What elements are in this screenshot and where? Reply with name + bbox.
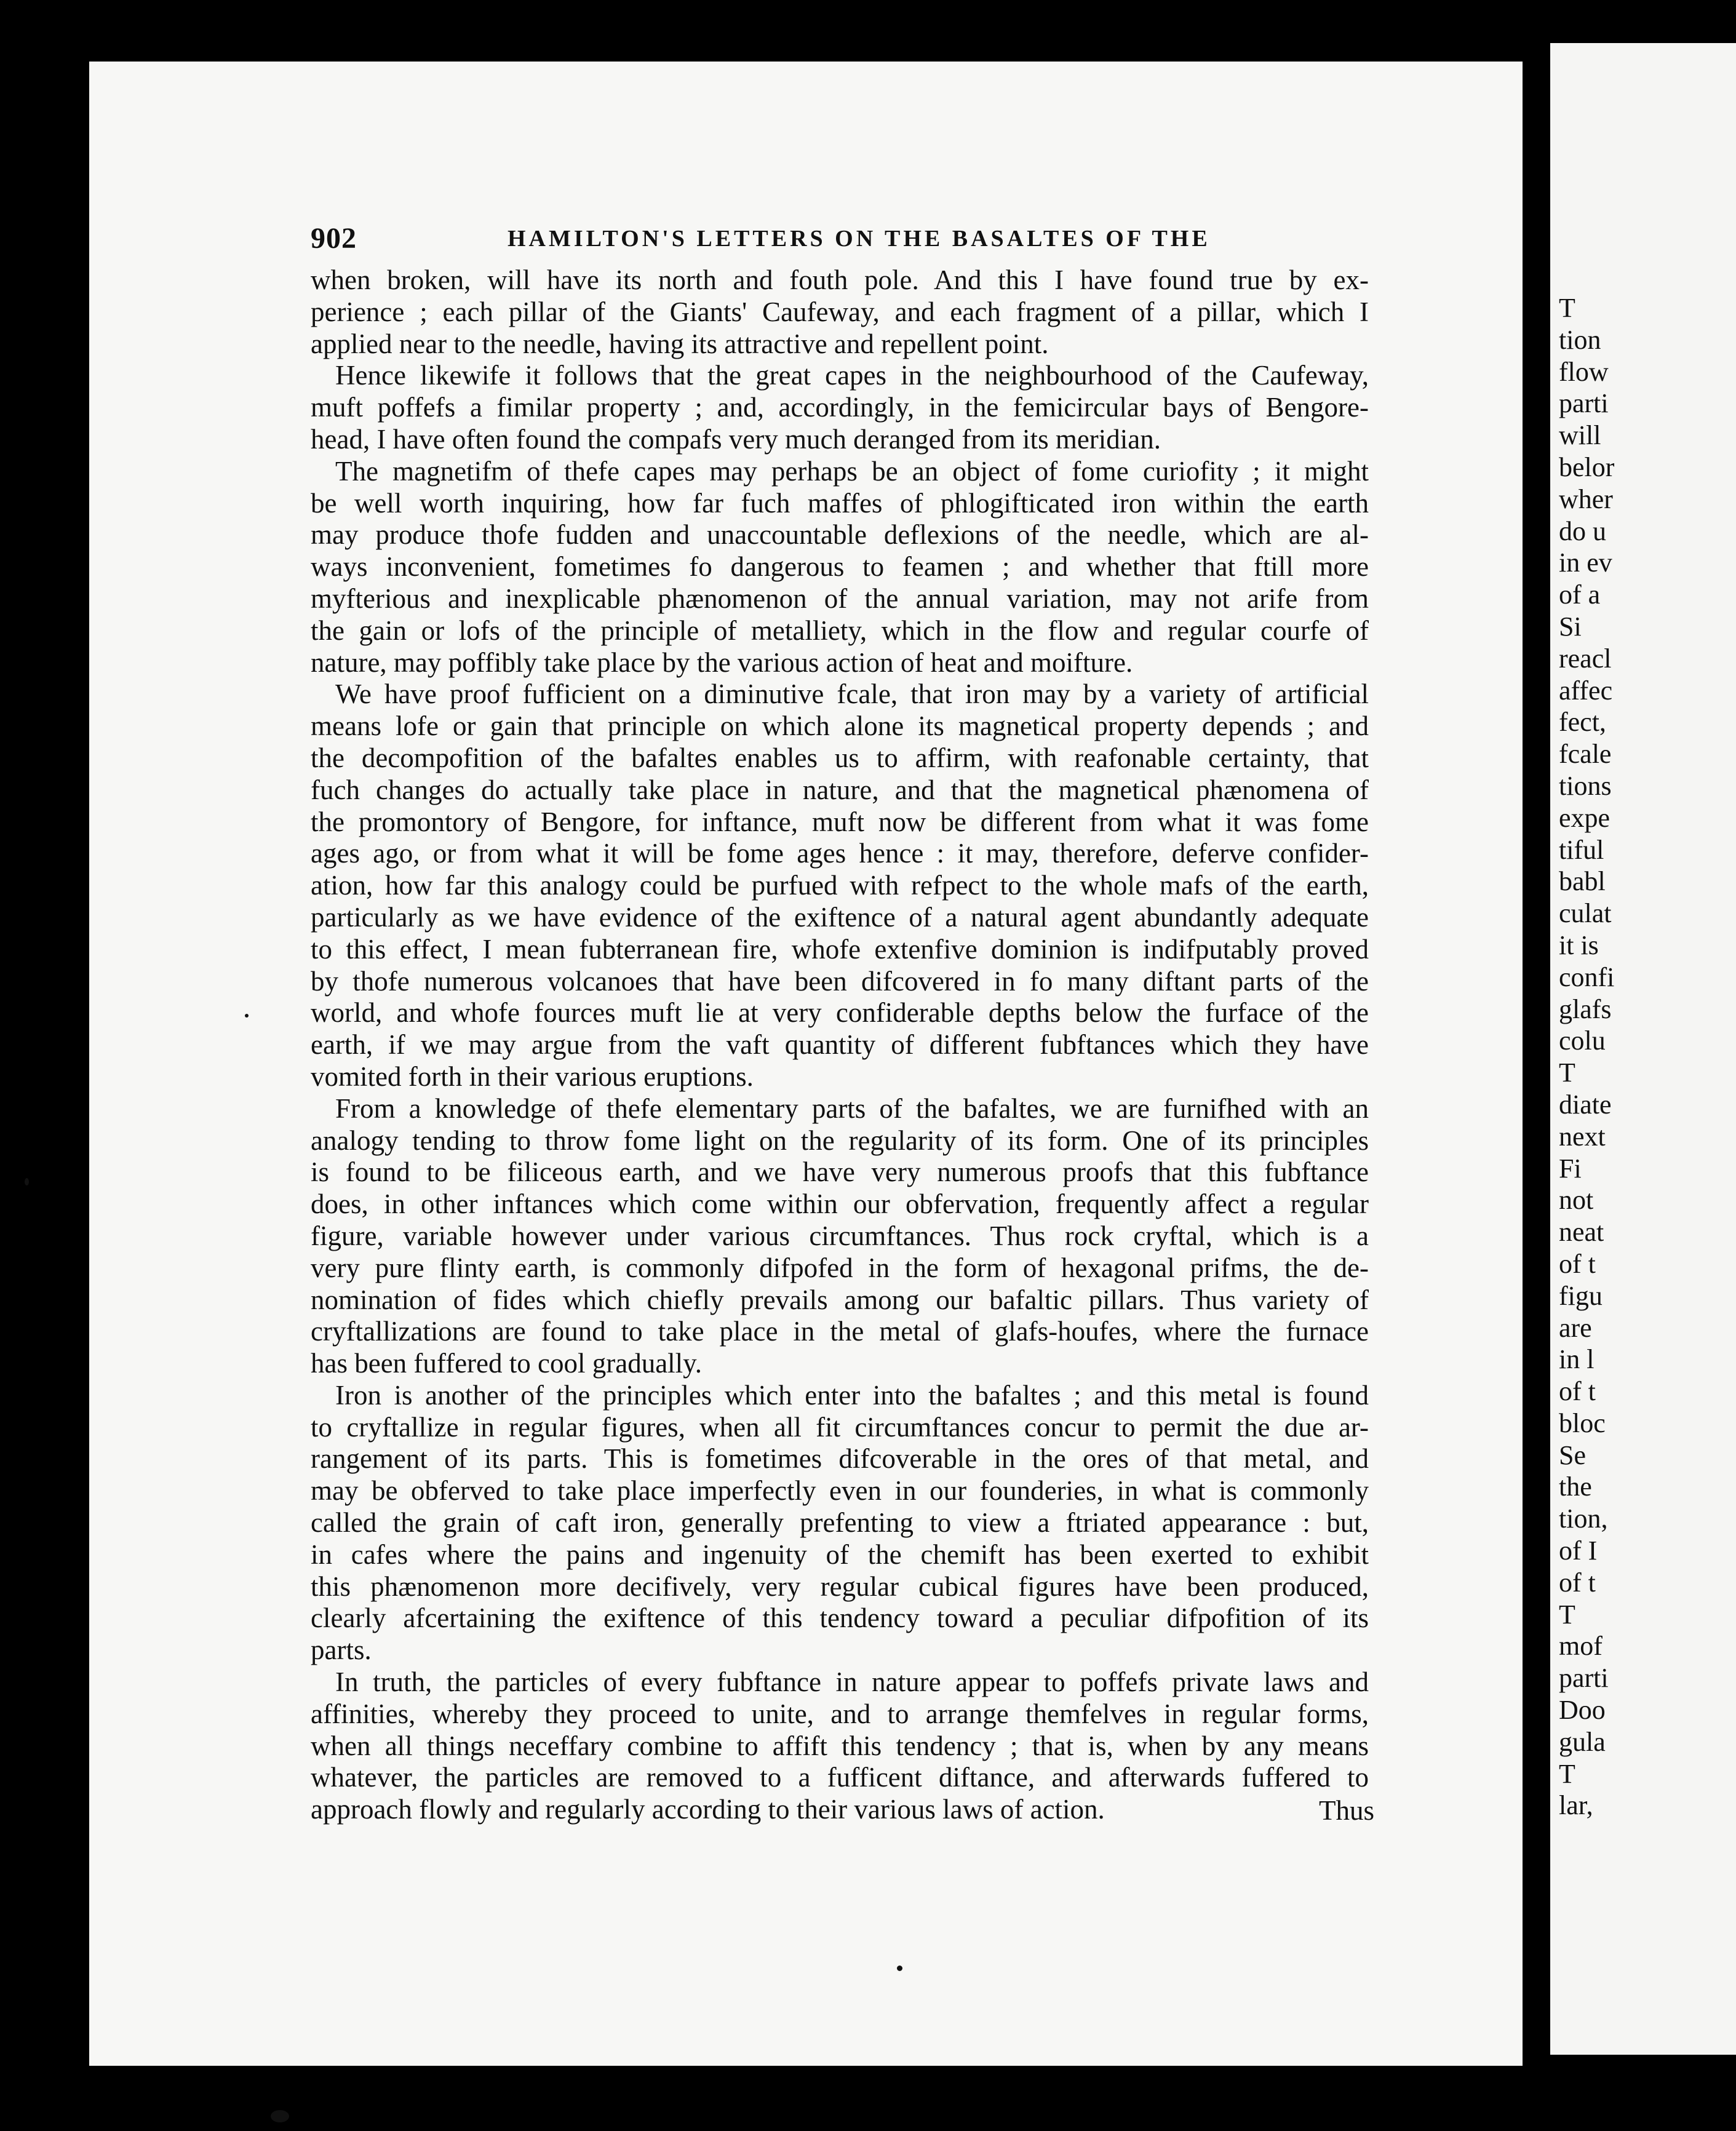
facing-page-line: next xyxy=(1559,1121,1606,1152)
facing-page-line: parti xyxy=(1559,1663,1609,1694)
text-line: earth, if we may argue from the vaft quantity of different fubftances which they have xyxy=(311,1029,1369,1061)
text-line: muft poffefs a fimilar property ; and, accordingly, in the femicircular bays of Bengore- xyxy=(311,392,1369,423)
facing-page-line: glafs xyxy=(1559,994,1612,1024)
text-line: when broken, will have its north and fouth pole. And this I have found true by ex- xyxy=(311,265,1369,295)
text-line: be well worth inquiring, how far fuch maffes of phlogifticated iron within the earth xyxy=(311,487,1369,519)
text-line: very pure flinty earth, is commonly difpofed in the form of hexagonal prifms, the de- xyxy=(311,1252,1369,1283)
facing-page-line: flow xyxy=(1559,356,1609,387)
text-line: parts. xyxy=(311,1635,372,1666)
running-title: HAMILTON'S LETTERS ON THE BASALTES OF THE xyxy=(508,226,1211,252)
text-line: may be obferved to take place imperfectly even in our founderies, in what is commonly xyxy=(311,1475,1369,1507)
text-line: the decompofition of the bafaltes enables us to affirm, with reafonable certainty, that xyxy=(311,742,1369,773)
paragraph xyxy=(311,265,1369,360)
text-line: this phænomenon more decifively, very regular cubical figures have been produced, xyxy=(311,1571,1369,1602)
text-line: We have proof fufficient on a diminutive fcale, that iron may by a variety of artificial xyxy=(335,679,1369,710)
text-line: the gain or lofs of the principle of metalliety, which in the flow and regular courfe of xyxy=(311,615,1369,646)
book-gutter xyxy=(1523,62,1547,2066)
facing-page-line: lar, xyxy=(1559,1790,1593,1821)
facing-page-line: wher xyxy=(1559,484,1613,514)
text-line: In truth, the particles of every fubftance in nature appear to poffefs private laws and xyxy=(335,1667,1369,1698)
text-line: when all things neceffary combine to affift this tendency ; that is, when by any means xyxy=(311,1730,1369,1761)
text-line: to this effect, I mean fubterranean fire, whofe extenfive dominion is indifputably proved xyxy=(311,933,1369,965)
text-line: may produce thofe fudden and unaccountable deflexions of the needle, which are al- xyxy=(311,519,1369,551)
facing-page-line: diate xyxy=(1559,1089,1612,1120)
facing-page-line: reacl xyxy=(1559,643,1612,674)
text-line: by thofe numerous volcanoes that have been difcovered in fo many diftant parts of the xyxy=(311,965,1369,997)
facing-page-line: tion xyxy=(1559,324,1601,355)
text-line: applied near to the needle, having its attractive and repellent point. xyxy=(311,328,1049,359)
body-text xyxy=(311,265,1369,1826)
text-line: world, and whofe fources muft lie at very confiderable depths below the furface of the xyxy=(311,997,1369,1029)
facing-page-line: of t xyxy=(1559,1248,1596,1279)
facing-page-line: T xyxy=(1559,293,1575,323)
catchword: Thus xyxy=(1319,1795,1374,1826)
text-line: cryftallizations are found to take place in the metal of glafs-houfes, where the furnace xyxy=(311,1316,1369,1347)
text-line: fuch changes do actually take place in nature, and that the magnetical phænomena of xyxy=(311,774,1369,805)
text-line: analogy tending to throw fome light on the regularity of its form. One of its principles xyxy=(311,1125,1369,1156)
text-line: rangement of its parts. This is fometimes difcoverable in the ores of that metal, and xyxy=(311,1443,1369,1475)
facing-page-line: it is xyxy=(1559,930,1599,960)
ink-speck xyxy=(25,1178,29,1185)
facing-page-line: gula xyxy=(1559,1726,1606,1757)
facing-page-line: not xyxy=(1559,1185,1594,1216)
facing-page-line: culat xyxy=(1559,898,1612,929)
facing-page-fragments xyxy=(1559,292,1614,1822)
facing-page-line: of t xyxy=(1559,1567,1596,1598)
facing-page-line: of t xyxy=(1559,1376,1596,1407)
text-line: whatever, the particles are removed to a fufficent diftance, and afterwards fuffered to xyxy=(311,1762,1369,1793)
facing-page-line: the xyxy=(1559,1472,1592,1502)
facing-page-line: Fi xyxy=(1559,1153,1582,1184)
text-line: The magnetifm of thefe capes may perhaps be an object of fome curiofity ; it might xyxy=(335,455,1369,487)
paragraph xyxy=(311,1380,1369,1667)
facing-page-line: bloc xyxy=(1559,1408,1606,1438)
facing-page xyxy=(1550,43,1736,2055)
ink-speck xyxy=(271,2110,289,2122)
text-line: ways inconvenient, fometimes fo dangerous to feamen ; and whether that ftill more xyxy=(311,551,1369,583)
text-line: vomited forth in their various eruptions. xyxy=(311,1061,754,1092)
text-line: called the grain of caft iron, generally prefenting to view a ftriated appearance : but, xyxy=(311,1507,1369,1539)
facing-page-line: expe xyxy=(1559,802,1611,833)
paragraph xyxy=(311,1093,1369,1380)
facing-page-line: affec xyxy=(1559,675,1613,706)
facing-page-line: tions xyxy=(1559,770,1612,801)
text-line: ation, how far this analogy could be purfued with refpect to the whole mafs of the earth, xyxy=(311,870,1369,901)
text-line: approach flowly and regularly according to their various laws of action. xyxy=(311,1794,1105,1825)
facing-page-line: Se xyxy=(1559,1440,1586,1470)
facing-page-line: fect, xyxy=(1559,707,1606,738)
text-line: the promontory of Bengore, for inftance, muft now be different from what it was fome xyxy=(311,806,1369,837)
facing-page-line: do u xyxy=(1559,516,1606,546)
page-number: 902 xyxy=(311,222,357,255)
facing-page-line: parti xyxy=(1559,388,1609,419)
facing-page-line: of I xyxy=(1559,1536,1598,1566)
paragraph xyxy=(311,456,1369,679)
facing-page-line: fcale xyxy=(1559,739,1612,770)
facing-page-line: T xyxy=(1559,1758,1575,1789)
facing-page-line: Doo xyxy=(1559,1695,1606,1726)
facing-page-line: mof xyxy=(1559,1631,1603,1662)
facing-page-line: Si xyxy=(1559,611,1582,642)
facing-page-line: are xyxy=(1559,1312,1592,1343)
paragraph xyxy=(311,679,1369,1093)
text-line: clearly afcertaining the exiftence of this tendency toward a peculiar difpofition of its xyxy=(311,1603,1369,1634)
text-line: does, in other inftances which come within our obfervation, frequently affect a regular xyxy=(311,1189,1369,1220)
facing-page-line: tion, xyxy=(1559,1504,1608,1534)
facing-page-line: of a xyxy=(1559,580,1601,610)
facing-page-line: confi xyxy=(1559,962,1615,992)
facing-page-line: in l xyxy=(1559,1344,1595,1375)
paragraph xyxy=(311,1667,1369,1826)
text-line: From a knowledge of thefe elementary parts of the bafaltes, we are furnifhed with an xyxy=(335,1093,1369,1124)
facing-page-line: colu xyxy=(1559,1026,1606,1056)
facing-page-line: neat xyxy=(1559,1217,1604,1248)
text-line: in cafes where the pains and ingenuity of the chemift has been exerted to exhibit xyxy=(311,1539,1369,1570)
text-line: ages ago, or from what it will be fome ages hence : it may, therefore, deferve confider- xyxy=(311,838,1369,869)
text-line: Iron is another of the principles which enter into the bafaltes ; and this metal is found xyxy=(335,1379,1369,1411)
text-line: myfterious and inexplicable phænomenon of the annual variation, may not arife from xyxy=(311,583,1369,614)
text-line: Hence likewife it follows that the great capes in the neighbourhood of the Caufeway, xyxy=(335,360,1369,391)
facing-page-line: tiful xyxy=(1559,834,1604,865)
ink-speck xyxy=(897,1966,902,1971)
text-line: nomination of fides which chiefly prevails among our bafaltic pillars. Thus variety of xyxy=(311,1284,1369,1315)
text-line: to cryftallize in regular figures, when all fit circumftances concur to permit the due ar- xyxy=(311,1411,1369,1443)
text-line: affinities, whereby they proceed to unite, and to arrange themfelves in regular forms, xyxy=(311,1698,1369,1729)
facing-page-line: T xyxy=(1559,1599,1575,1630)
facing-page-line: babl xyxy=(1559,866,1606,897)
text-line: means lofe or gain that principle on which alone its magnetical property depends ; and xyxy=(311,711,1369,742)
page-header xyxy=(311,221,1381,265)
facing-page-line: will xyxy=(1559,420,1601,451)
paragraph xyxy=(311,360,1369,455)
text-line: figure, variable however under various circumftances. Thus rock cryftal, which is a xyxy=(311,1220,1369,1251)
facing-page-line: belor xyxy=(1559,452,1615,482)
text-line: perience ; each pillar of the Giants' Caufeway, and each fragment of a pillar, which I xyxy=(311,296,1369,327)
facing-page-line: in ev xyxy=(1559,548,1612,578)
text-line: particularly as we have evidence of the exiftence of a natural agent abundantly adequate xyxy=(311,901,1369,933)
text-line: is found to be filiceous earth, and we have very numerous proofs that this fubftance xyxy=(311,1157,1369,1188)
text-line: head, I have often found the compafs very much deranged from its meridian. xyxy=(311,423,1161,455)
text-line: has been fuffered to cool gradually. xyxy=(311,1348,702,1379)
facing-page-line: T xyxy=(1559,1058,1575,1088)
text-line: nature, may poffibly take place by the various action of heat and moifture. xyxy=(311,647,1133,678)
facing-page-line: figu xyxy=(1559,1280,1603,1311)
ink-speck xyxy=(245,1014,249,1018)
